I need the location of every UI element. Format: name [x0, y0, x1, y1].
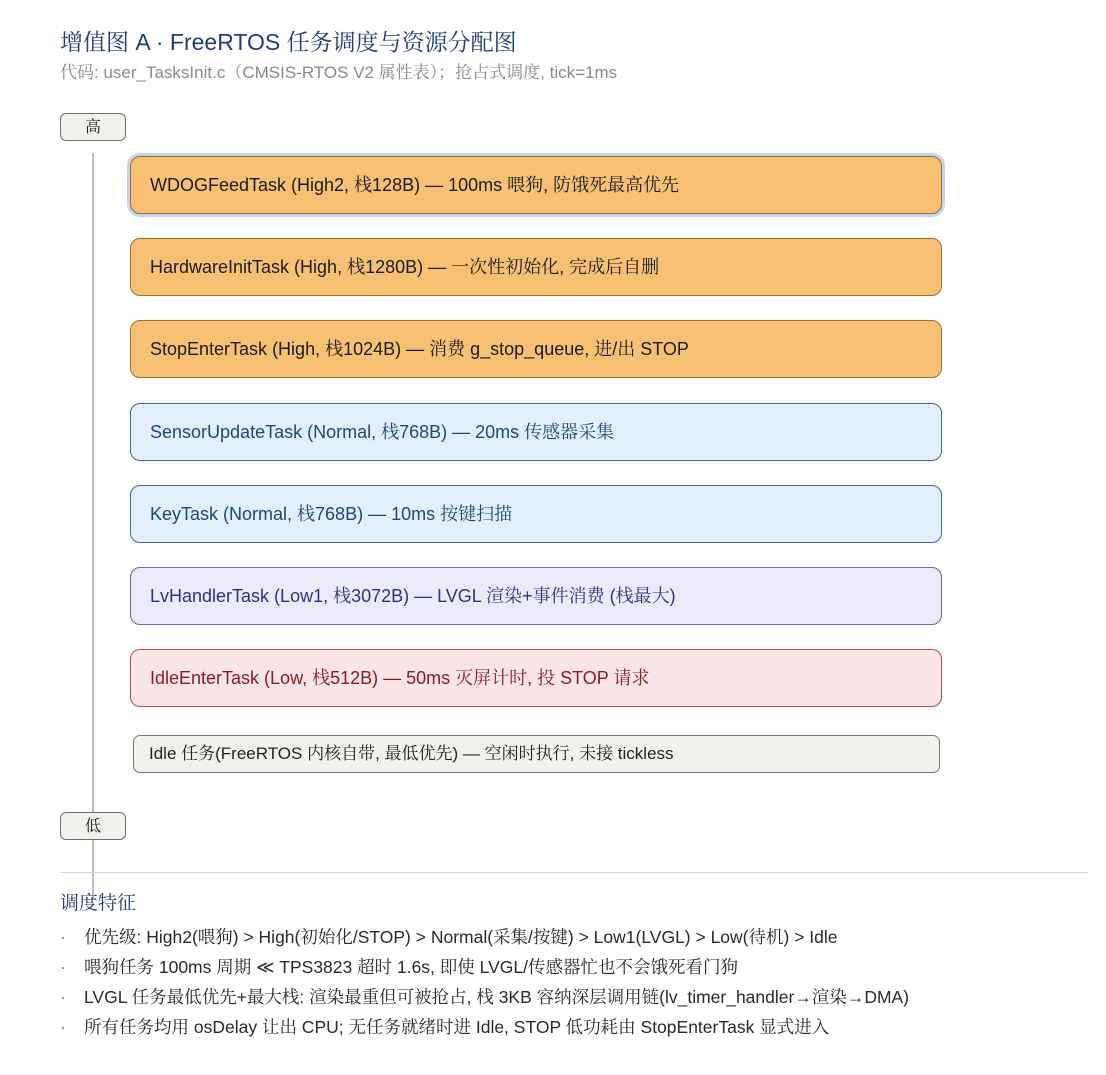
task-stopenter[interactable]: StopEnterTask (High, 栈1024B) — 消费 g_stop_queue, 进/出 STOP — [130, 320, 942, 378]
priority-axis-line — [92, 153, 94, 900]
notes-item-text: 优先级: High2(喂狗) > High(初始化/STOP) > Normal(采集/按键) > Low1(LVGL) > Low(待机) > Idle — [84, 927, 838, 947]
task-lvhandler[interactable]: LvHandlerTask (Low1, 栈3072B) — LVGL 渲染+事件消费 (栈最大) — [130, 567, 942, 625]
notes-item-text: 所有任务均用 osDelay 让出 CPU; 无任务就绪时进 Idle, STOP 低功耗由 StopEnterTask 显式进入 — [84, 1017, 830, 1037]
notes-item — [60, 982, 909, 1012]
bullet-dot: · — [60, 957, 66, 977]
notes-list — [60, 922, 909, 1042]
notes-item-text: 喂狗任务 100ms 周期 ≪ TPS3823 超时 1.6s, 即使 LVGL/传感器忙也不会饿死看门狗 — [84, 957, 738, 977]
task-hardwareinit[interactable]: HardwareInitTask (High, 栈1280B) — 一次性初始化, 完成后自删 — [130, 238, 942, 296]
notes-item — [60, 952, 909, 982]
task-sensorupdate[interactable]: SensorUpdateTask (Normal, 栈768B) — 20ms 传感器采集 — [130, 403, 942, 461]
task-idle[interactable]: Idle 任务(FreeRTOS 内核自带, 最低优先) — 空闲时执行, 未接 tickless — [133, 735, 940, 773]
task-wdogfeed[interactable]: WDOGFeedTask (High2, 栈128B) — 100ms 喂狗, 防饿死最高优先 — [130, 156, 942, 214]
task-key[interactable]: KeyTask (Normal, 栈768B) — 10ms 按键扫描 — [130, 485, 942, 543]
notes-item — [60, 1012, 909, 1042]
section-divider — [60, 872, 1088, 873]
page-title: 增值图 A · FreeRTOS 任务调度与资源分配图 — [60, 29, 517, 55]
bullet-dot: · — [60, 1017, 66, 1037]
priority-low-label: 低 — [60, 812, 126, 840]
page-subtitle: 代码: user_TasksInit.c（CMSIS-RTOS V2 属性表）；抢占式调度, tick=1ms — [60, 63, 618, 82]
bullet-dot: · — [60, 927, 66, 947]
notes-item — [60, 922, 909, 952]
notes-title: 调度特征 — [60, 893, 137, 914]
notes-item-text: LVGL 任务最低优先+最大栈: 渲染最重但可被抢占, 栈 3KB 容纳深层调用链(lv_timer_handler→渲染→DMA) — [84, 987, 910, 1007]
task-idleenter[interactable]: IdleEnterTask (Low, 栈512B) — 50ms 灭屏计时, 投 STOP 请求 — [130, 649, 942, 707]
priority-high-label: 高 — [60, 113, 126, 141]
bullet-dot: · — [60, 987, 66, 1007]
